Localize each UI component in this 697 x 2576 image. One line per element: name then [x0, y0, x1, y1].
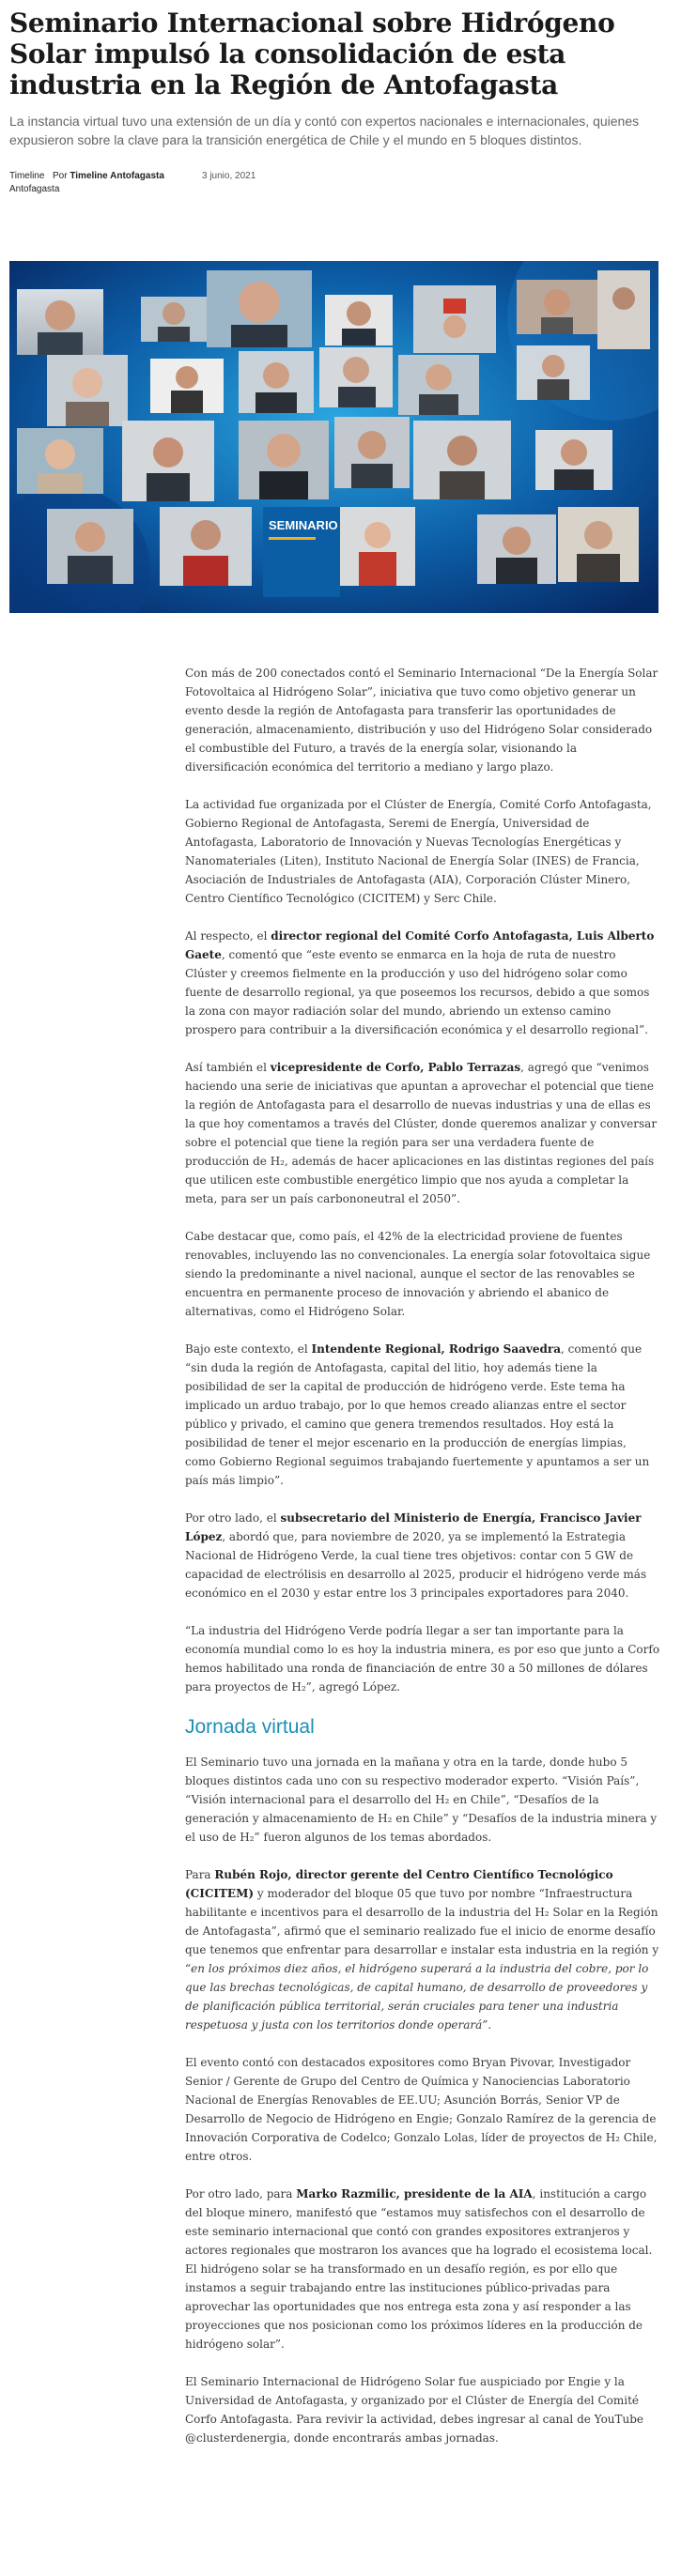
paragraph: Bajo este contexto, el Intendente Regional, Rodrigo Saavedra, comentó que “sin duda la región de Antofagasta, capital del litio, hoy además tiene la posibilidad de ser la capital de producción de hidrógeno verde. Este tema ha implicado un arduo trabajo, por lo que hemos creado alianzas entre el sector público y privado, el camino que genera tremendos resultados. Hoy está la posibilidad de tener el mejor escenario en la producción de energías limpias, como Gobierno Regional seguimos trabajando fuertemente y apuntamos a ser un país más limpio”. — [185, 1342, 650, 1487]
paragraph: Con más de 200 conectados contó el Seminario Internacional “De la Energía Solar Fotovoltaica al Hidrógeno Solar”, iniciativa que tuvo como objetivo generar un evento desde la región de Antofagasta para transferir las oportunidades de generación, almacenamiento, distribución y uso del Hidrógeno Solar considerado el combustible del Futuro, a través de la energía solar, visionando la diversificación económica del territorio a mediano y largo plazo. — [185, 667, 658, 774]
article-header — [9, 8, 688, 207]
paragraph: Así también el vicepresidente de Corfo, Pablo Terrazas, agregó que “venimos haciendo una serie de iniciativas que apuntan a aprovechar el potencial que tiene la región de Antofagasta para el desarrollo de nuevas industrias y una de ellas es la que hoy comentamos a través del Clúster, donde queremos analizar y conversar sobre el potencial que tiene la región para ser una verdadera fuente de producción de H₂, además de hacer aplicaciones en las distintas regiones del país que utilicen este combustible energético limpio que nos ayuda a completar la meta, para ser un país carbononeutral el 2050”. — [185, 1061, 658, 1205]
speaker-name: subsecretario del Ministerio de Energía, Francisco Javier López — [185, 1511, 642, 1543]
section-heading: Jornada virtual — [185, 1716, 315, 1738]
article-subtitle: La instancia virtual tuvo una extensión de un día y contó con expertos nacionales e internacionales, quienes expusieron sobre la clave para la transición energética de Chile y el mundo en 5 bloques distintos. — [9, 114, 640, 147]
byline-prefix: Por — [53, 171, 68, 181]
paragraph: Por otro lado, el subsecretario del Ministerio de Energía, Francisco Javier López, abordó que, para noviembre de 2020, ya se implementó la Estrategia Nacional de Hidrógeno Verde, la cual tiene tres objetivos: contar con 5 GW de capacidad de electrólisis en desarrollo al 2025, producir el hidrógeno verde más económico en el 2030 y estar entre los 3 principales exportadores para 2040. — [185, 1511, 647, 1600]
speaker-name: Intendente Regional, Rodrigo Saavedra — [311, 1342, 561, 1356]
video-call-collage — [9, 261, 658, 613]
paragraph: Cabe destacar que, como país, el 42% de la electricidad proviene de fuentes renovables, incluyendo las no convencionales. La energía solar fotovoltaica sigue siendo la predominante a nivel nacional, aunque el sector de las renovables se encuentra en permanente proceso de innovación y abriendo el abanico de alternativas, como el Hidrógeno Solar. — [185, 1230, 651, 1318]
article-title: Seminario Internacional sobre Hidrógeno Solar impulsó la consolidación de esta industria en la Región de Antofagasta — [9, 8, 615, 100]
italic-quote: “en los próximos diez años, el hidrógeno superará a la industria del cobre, por lo que las brechas tecnológicas, de capital humano, de desarrollo de proveedores y de planificación pública territorial, serán cruciales para tener una industria respetuosa y justa con los territorios donde operará”. — [185, 1962, 649, 2032]
paragraph: “La industria del Hidrógeno Verde podría llegar a ser tan importante para la economía mundial como lo es hoy la industria minera, es por eso que junto a Corfo hemos habilitado una ronda de financiación de entre 30 a 50 millones de dólares para proyectos de H₂”, agregó López. — [185, 1624, 660, 1694]
paragraph: Al respecto, el director regional del Comité Corfo Antofagasta, Luis Alberto Gaete, comentó que “este evento se enmarca en la hoja de ruta de nuestro Clúster y creemos fielmente en la producción y uso del hidrógeno solar como fuente de desarrollo regional, ya que poseemos los recursos, debido a que somos la zona con mayor radiación solar del mundo, abriendo un extenso camino prospero para contribuir a la diversificación económica y el desarrollo regional”. — [185, 929, 655, 1036]
author-link[interactable]: Timeline Antofagasta — [70, 171, 164, 181]
category-link[interactable]: Timeline Antofagasta — [9, 171, 60, 194]
paragraph: Por otro lado, para Marko Razmilic, presidente de la AIA, institución a cargo del bloque minero, manifestó que “estamos muy satisfechos con el desarrollo de este seminario internacional que contó con grandes expositores extranjeros y actores regionales que mostraron los avances que ha logrado el ecosistema local. El hidrógeno solar se ha transformado en un desafío región, es por ello que instamos a seguir trabajando entre las instituciones público-privadas para aprovechar las oportunidades que nos entrega esta zona y así responder a las proyecciones que nos posicionan como los próximos líderes en la producción de hidrógeno solar”. — [185, 2187, 653, 2351]
paragraph: El Seminario tuvo una jornada en la mañana y otra en la tarde, donde hubo 5 bloques distintos cada uno con su respectivo moderador experto. “Visión País”, “Visión internacional para el desarrollo del H₂ en Chile”, “Desafíos de la generación y almacenamiento de H₂ en Chile” y “Desafíos de la industria minera y el uso de H₂” fueron algunos de los temas abordados. — [185, 1756, 658, 1844]
paragraph: El evento contó con destacados expositores como Bryan Pivovar, Investigador Senior / Gerente de Grupo del Centro de Química y Nanociencias Laboratorio Nacional de Energías Renovables de EE.UU; Asunción Borrás, Senior VP de Desarrollo de Negocio de Hidrógeno en Engie; Gonzalo Ramírez de la gerencia de Innovación Corporativa de Codelco; Gonzalo Lolas, líder de proyectos de H₂ Chile, entre otros. — [185, 2056, 658, 2163]
speaker-name: Marko Razmilic, presidente de la AIA — [296, 2187, 533, 2200]
hero-banner-text: SEMINARIO — [269, 518, 338, 532]
article-body — [185, 664, 660, 2466]
publish-date: 3 junio, 2021 — [202, 171, 256, 181]
paragraph: La actividad fue organizada por el Clúster de Energía, Comité Corfo Antofagasta, Gobierno Regional de Antofagasta, Seremi de Energía, Universidad de Antofagasta, Laboratorio de Innovación y Nuevas Tecnologías Energéticas y Nanomateriales (Liten), Instituto Nacional de Energía Solar (INES) de Francia, Asociación de Industriales de Antofagasta (AIA), Corporación Clúster Minero, Centro Científico Tecnológico (CICITEM) y Serc Chile. — [185, 798, 652, 905]
byline — [53, 170, 164, 183]
paragraph: Para Rubén Rojo, director gerente del Centro Científico Tecnológico (CICITEM) y moderador del bloque 05 que tuvo por nombre “Infraestructura habilitante e incentivos para el desarrollo de la industria del H₂ Solar en la Región de Antofagasta”, afirmó que el seminario realizado fue el inicio de enorme desafío que tenemos que enfrentar para desarrollar e instalar esta industria en la región y “en los próximos diez años, el hidrógeno superará a la industria del cobre, por lo que las brechas tecnológicas, de capital humano, de desarrollo de proveedores y de planificación pública territorial, serán cruciales para tener una industria respetuosa y justa con los territorios donde operará”. — [185, 1868, 659, 2032]
hero-image — [9, 261, 658, 613]
speaker-name: director regional del Comité Corfo Antofagasta, Luis Alberto Gaete — [185, 929, 655, 961]
speaker-name: vicepresidente de Corfo, Pablo Terrazas — [270, 1061, 521, 1074]
paragraph: El Seminario Internacional de Hidrógeno Solar fue auspiciado por Engie y la Universidad de Antofagasta, y organizado por el Clúster de Energía del Comité Corfo Antofagasta. Para revivir la actividad, debes ingresar al canal de YouTube @clusterdenergia, donde encontrarás ambas jornadas. — [185, 2375, 644, 2445]
article-meta — [9, 170, 688, 207]
speaker-name: Rubén Rojo, director gerente del Centro Científico Tecnológico (CICITEM) — [185, 1868, 613, 1900]
